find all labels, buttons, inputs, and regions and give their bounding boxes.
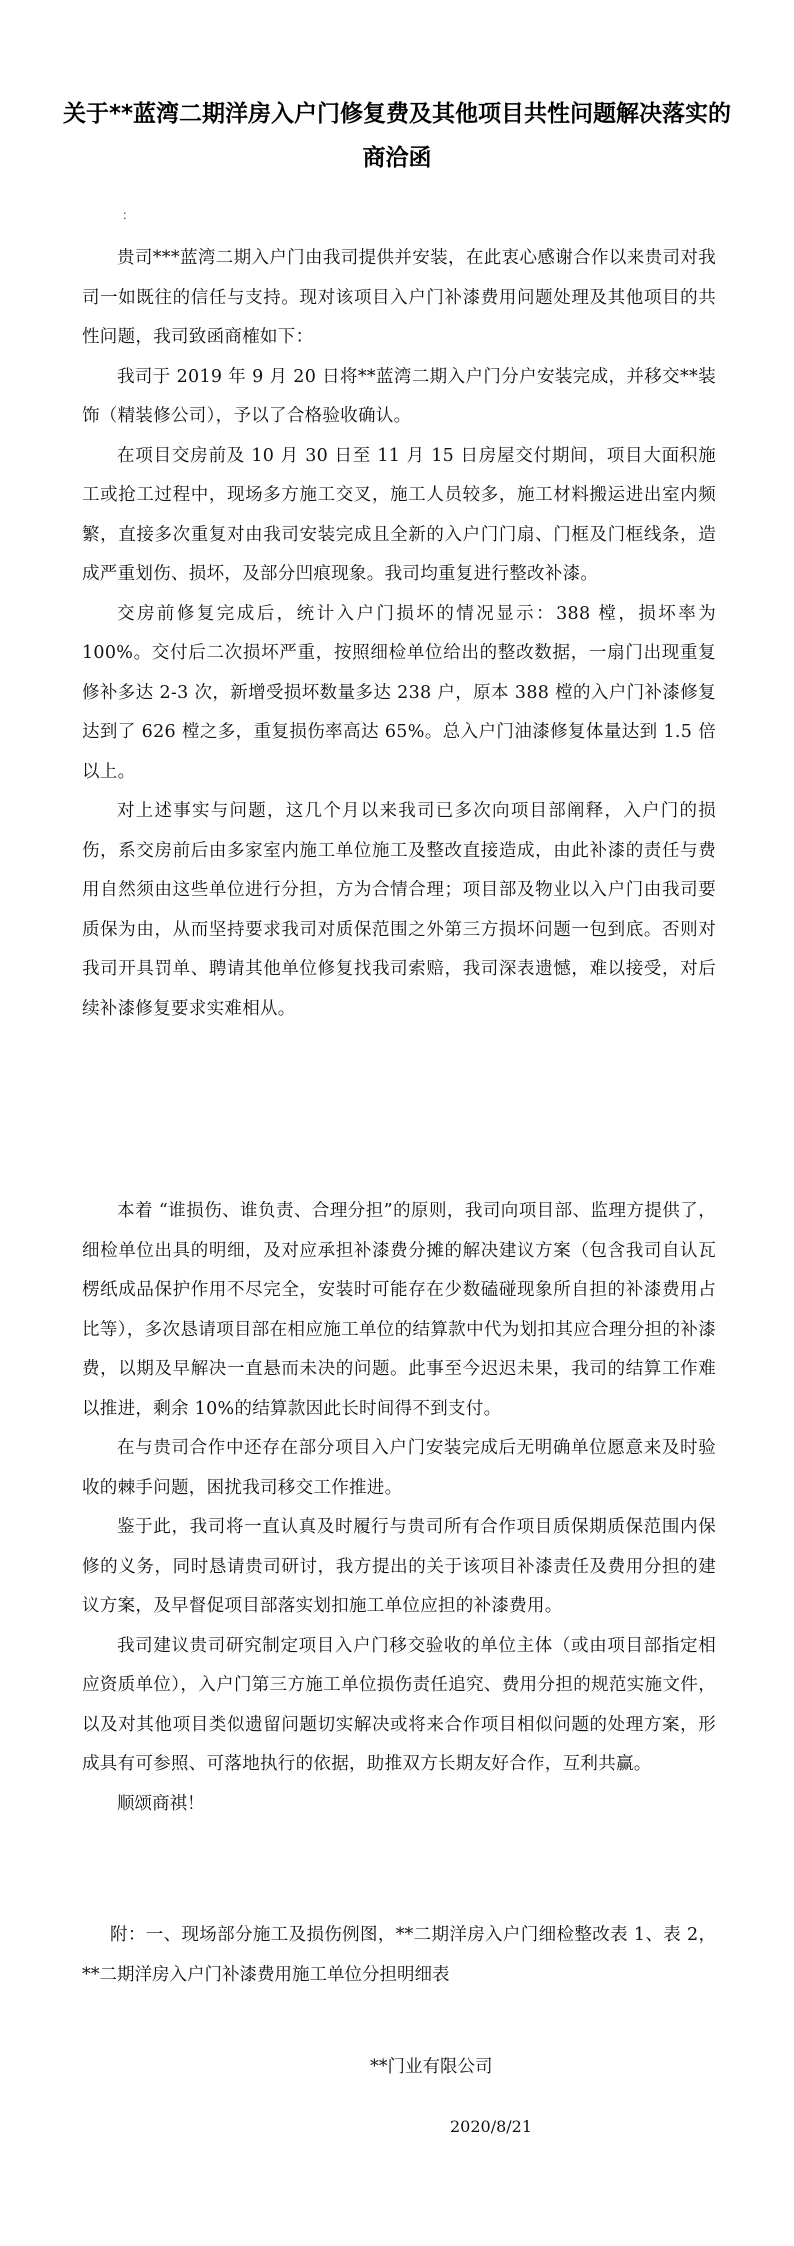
- attachment-note: [82, 1916, 716, 1995]
- paragraph-greeting: 贵司***蓝湾二期入户门由我司提供并安装，在此衷心感谢合作以来贵司对我司一如既往的信任与支持。现对该项目入户门补漆费用问题处理及其他项目的共性问题，我司致函商榷如下：: [82, 248, 716, 347]
- paragraph-damage: 在项目交房前及 10 月 30 日至 11 月 15 日房屋交付期间，项目大面积施工或抢工过程中，现场多方施工交叉，施工人员较多，施工材料搬运进出室内频繁，直接多次重复对由我司安装完成且全新的入户门门扇、门框及门框线条，造成严重划伤、损坏，及部分凹痕现象。我司均重复进行整改补漆。: [82, 445, 716, 584]
- stray-mark: ：: [122, 208, 135, 222]
- closing-salutation: 顺颂商祺！: [117, 1793, 205, 1814]
- signer-company: **门业有限公司: [370, 2057, 493, 2077]
- letter-body-bottom: [82, 1192, 716, 1824]
- paragraph-acceptance: 在与贵司合作中还存在部分项目入户门安装完成后无明确单位愿意来及时验收的棘手问题，困扰我司移交工作推进。: [82, 1438, 716, 1498]
- attachment-text: 附：一、现场部分施工及损伤例图，**二期洋房入户门细检整改表 1、表 2，**二期洋房入户门补漆费用施工单位分担明细表: [82, 1925, 716, 1985]
- letter-body-top: [82, 239, 716, 1029]
- paragraph-warranty: 鉴于此，我司将一直认真及时履行与贵司所有合作项目质保期质保范围内保修的义务，同时恳请贵司研讨，我方提出的关于该项目补漆责任及费用分担的建议方案，及早督促项目部落实划扣施工单位应担的补漆费用。: [82, 1517, 716, 1616]
- paragraph-dispute: 对上述事实与问题，这几个月以来我司已多次向项目部阐释，入户门的损伤，系交房前后由多家室内施工单位施工及整改直接造成，由此补漆的责任与费用自然须由这些单位进行分担，方为合情合理；项目部及物业以入户门由我司要质保为由，从而坚持要求我司对质保范围之外第三方损坏问题一包到底。否则对我司开具罚单、聘请其他单位修复找我司索赔，我司深表遗憾，难以接受，对后续补漆修复要求实难相从。: [82, 801, 716, 1019]
- paragraph-proposal: 我司建议贵司研究制定项目入户门移交验收的单位主体（或由项目部指定相应资质单位），入户门第三方施工单位损伤责任追究、费用分担的规范实施文件，以及对其他项目类似遗留问题切实解决或将来合作项目相似问题的处理方案，形成具有可参照、可落地执行的依据，助推双方长期友好合作，互利共赢。: [82, 1635, 716, 1774]
- signature-date: 2020/8/21: [450, 2117, 533, 2136]
- paragraph-installation: 我司于 2019 年 9 月 20 日将**蓝湾二期入户门分户安装完成，并移交**装饰（精装修公司），予以了合格验收确认。: [82, 366, 716, 426]
- letter-title: 关于**蓝湾二期洋房入户门修复费及其他项目共性问题解决落实的商洽函: [62, 101, 732, 171]
- paragraph-statistics: 交房前修复完成后，统计入户门损坏的情况显示：388 樘，损坏率为 100%。交付后二次损坏严重，按照细检单位给出的整改数据，一扇门出现重复修补多达 2-3 次，新增受损坏数量多达 238 户，原本 388 樘的入户门补漆修复达到了 626 樘之多，重复损伤率高达 65%。总入户门油漆修复体量达到 1.5 倍以上。: [82, 603, 716, 782]
- paragraph-principle: 本着 “谁损伤、谁负责、合理分担”的原则，我司向项目部、监理方提供了，细检单位出具的明细，及对应承担补漆费分摊的解决建议方案（包含我司自认瓦楞纸成品保护作用不尽完全，安装时可能存在少数磕碰现象所自担的补漆费用占比等），多次恳请项目部在相应施工单位的结算款中代为划扣其应合理分担的补漆费，以期及早解决一直悬而未决的问题。此事至今迟迟未果，我司的结算工作难以推进，剩余 10%的结算款因此长时间得不到支付。: [82, 1201, 716, 1419]
